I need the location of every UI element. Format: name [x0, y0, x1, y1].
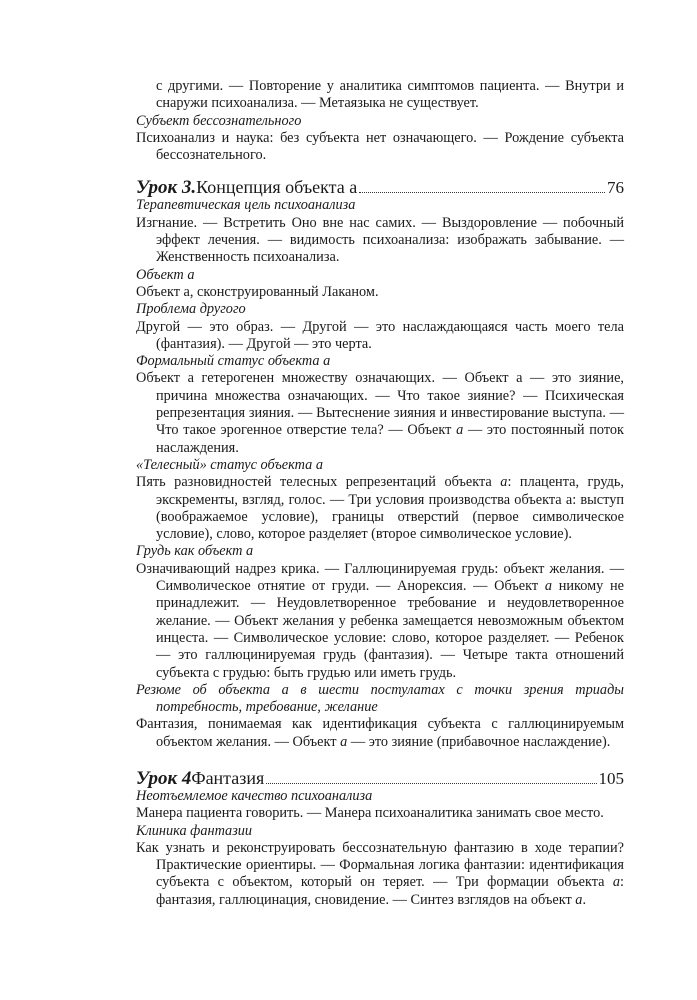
- subsection-text: Объект а, сконструированный Лаканом.: [136, 283, 379, 300]
- text-part: Как узнать и реконструировать бессознательную фантазию в ходе терапии? Практические ориентиры. — Формальная логика фантазии: идентификация субъекта с объектом, который он теряет. — Три формации объекта: [136, 839, 624, 891]
- subsection-text: Психоанализ и наука: без субъекта нет означающего. — Рождение субъекта бессознательного.: [136, 129, 624, 164]
- page-number: 105: [598, 768, 624, 788]
- lesson-name: Фантазия: [191, 767, 265, 788]
- text-part: никому не принадлежит. — Неудовлетворенное требование и неудовлетворенное желание. — Объект желания у ребенка замещается невозможным объектом инцеста. — Символическое условие: слово, которое разделяет. — Ребенок — это галлюцинируемая грудь (фантазия). — Четыре такта отношений субъекта с грудью: быть грудью или иметь грудь.: [156, 578, 624, 681]
- text-part: Пять разновидностей телесных репрезентаций объекта: [136, 474, 501, 491]
- subsection-text: [136, 370, 624, 456]
- lesson-label: Урок 4: [136, 767, 192, 789]
- subsection-text: Другой — это образ. — Другой — это наслаждающаяся часть моего тела (фантазия). — Другой — это черта.: [136, 318, 624, 352]
- subsection-text: [136, 840, 624, 909]
- subsection-text: Манера пациента говорить. — Манера психоаналитика занимать свое место.: [136, 805, 604, 822]
- subsection-heading: Объект а: [136, 266, 195, 283]
- subsection-text: [136, 561, 624, 682]
- subsection-heading: Проблема другого: [136, 301, 246, 318]
- leader-dots: [359, 192, 605, 193]
- text-part: Объект а гетерогенен множеству означающих. — Объект а — это зияние, причина множества означающих. — Что такое зияние? — Психическая репрезентация зияния. — Вытеснение зияния и инвестирование выступа. — Что такое эрогенное отверстие тела? — Объект: [136, 370, 624, 439]
- subsection-heading: «Телесный» статус объекта а: [136, 456, 323, 473]
- subsection-heading: Клиника фантазии: [136, 822, 253, 839]
- lesson-3-title[interactable]: [136, 179, 624, 197]
- leader-dots: [266, 783, 596, 784]
- lesson-4-title[interactable]: [136, 767, 624, 789]
- continued-entry-text: с другими. — Повторение у аналитика симптомов пациента. — Внутри и снаружи психоанализа. — Метаязыка не существует.: [156, 78, 624, 112]
- text-part: .: [582, 891, 587, 908]
- text-part: Означивающий надрез крика. — Галлюцинируемая грудь: объект желания. — Символическое отнятие от груди. — Анорексия. — Объект: [136, 560, 624, 595]
- subsection-heading: Грудь как объект а: [136, 543, 254, 560]
- subsection-heading: Резюме об объекта а в шести постулатах с точки зрения триады потребность, требование, желание: [136, 681, 624, 716]
- text-part: — это постоянный поток наслаждения.: [156, 422, 624, 456]
- italic-symbol: а: [575, 891, 583, 908]
- italic-symbol: а: [340, 733, 348, 750]
- italic-symbol: а: [544, 578, 552, 595]
- text-part: : плацента, грудь, экскременты, взгляд, голос. — Три условия производства объекта а: выступ (воображаемое условие), границы отверстий (первое символическое условие), слово, которое разделяет (второе символическое условие).: [156, 474, 624, 543]
- italic-symbol: а: [612, 874, 621, 891]
- text-part: : фантазия, галлюцинация, сновидение. — Синтез взглядов на объект: [156, 874, 624, 908]
- subsection-heading: Формальный статус объекта а: [136, 353, 331, 370]
- subsection-text: [136, 716, 624, 751]
- subsection-heading: Субъект бессознательного: [136, 112, 302, 129]
- table-of-contents-page: [136, 78, 624, 909]
- italic-symbol: а: [456, 422, 464, 439]
- lesson-label: Урок 3.: [136, 177, 197, 199]
- lesson-name: Концепция объекта а: [196, 177, 358, 198]
- subsection-heading: Терапевтическая цель психоанализа: [136, 197, 356, 214]
- subsection-text: [136, 474, 624, 543]
- page-number: 76: [607, 178, 624, 198]
- italic-symbol: а: [500, 474, 508, 491]
- text-part: Фантазия, понимаемая как идентификация субъекта с галлюцинируемым объектом желания. — Объект: [136, 716, 624, 750]
- subsection-heading: Неотъемлемое качество психоанализа: [136, 787, 373, 804]
- subsection-text: Изгнание. — Встретить Оно вне нас самих. — Выздоровление — побочный эффект лечения. — видимость психоанализа: изображать забывание. — Женственность психоанализа.: [136, 214, 624, 266]
- text-part: — это зияние (прибавочное наслаждение).: [347, 733, 611, 750]
